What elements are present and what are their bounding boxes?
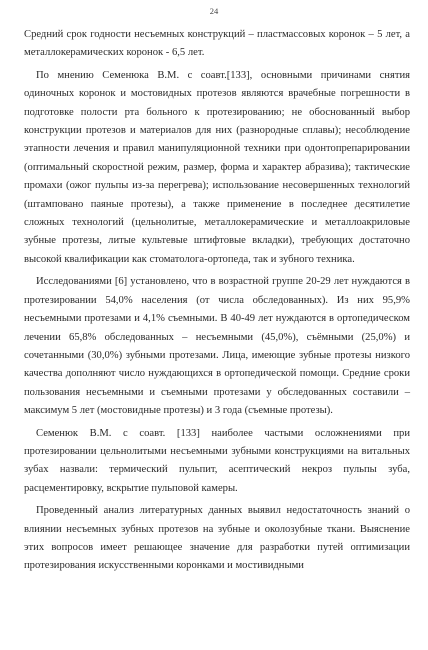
- page-number: 24: [209, 6, 219, 16]
- paragraph-3: Исследованиями [6] установлено, что в возрастной группе 20-29 лет нуждаются в протезировании 54,0% населения (от числа обследованных). Из них 95,9% несъемными протезами и 4,1% съемными. В 40-49 лет нуждаются в ортопедическом лечении 65,8% обследованных – несъемными (45,0%), съёмными (25,0%) и сочетанными (30,0%) зубными протезами. Лица, имеющие зубные протезы низкого качества дополняют число нуждающихся в ортопедической помощи. Средние сроки пользования несъемными и съемными протезами у обследованных составили – максимум 5 лет (мостовидные протезы) и 3 года (съемные протезы).: [24, 276, 410, 417]
- paragraph-1: Средний срок годности несъемных конструкций – пластмассовых коронок – 5 лет, а металлокерамических коронок - 6,5 лет.: [24, 29, 410, 59]
- paragraph-5: Проведенный анализ литературных данных выявил недостаточность знаний о влиянии несъемных зубных протезов на зубные и околозубные ткани. Выяснение этих вопросов имеет решающее значение для разработки путей оптимизации протезирования искусственными коронками и мостивидными: [24, 505, 410, 572]
- body-text: [24, 26, 410, 576]
- paragraph-2: По мнению Семенюка В.М. с соавт.[133], основными причинами снятия одиночных коронок и мостовидных протезов являются врачебные погрешности в подготовке полости рта больного к протезированию; не обоснованный выбор конструкции протезов и материалов для них (разнородные сплавы); несоблюдение этапности лечения и правил манипуляционной техники при одонтопрепарировании (оптимальный скоростной режим, размер, форма и характер абразива); тактические промахи (ожог пульпы из-за перегрева); использование несовершенных технологий (штамповано паяные протезы), а также применение в последнее десятилетие сложных технологий (цельнолитые, металлокерамические и металлоакриловые зубные протезы, литые культевые штифтовые вкладки), требующих достаточно высокой квалификации как стоматолога-ортопеда, так и зубного техника.: [24, 69, 410, 265]
- paragraph-4: Семенюк В.М. с соавт. [133] наиболее частыми осложнениями при протезировании цельнолитыми несъемными зубными конструкциями на витальных зубах назвали: термический пульпит, асептический некроз пульпы зуба, расцементировку, вскрытие пульповой камеры.: [24, 427, 410, 494]
